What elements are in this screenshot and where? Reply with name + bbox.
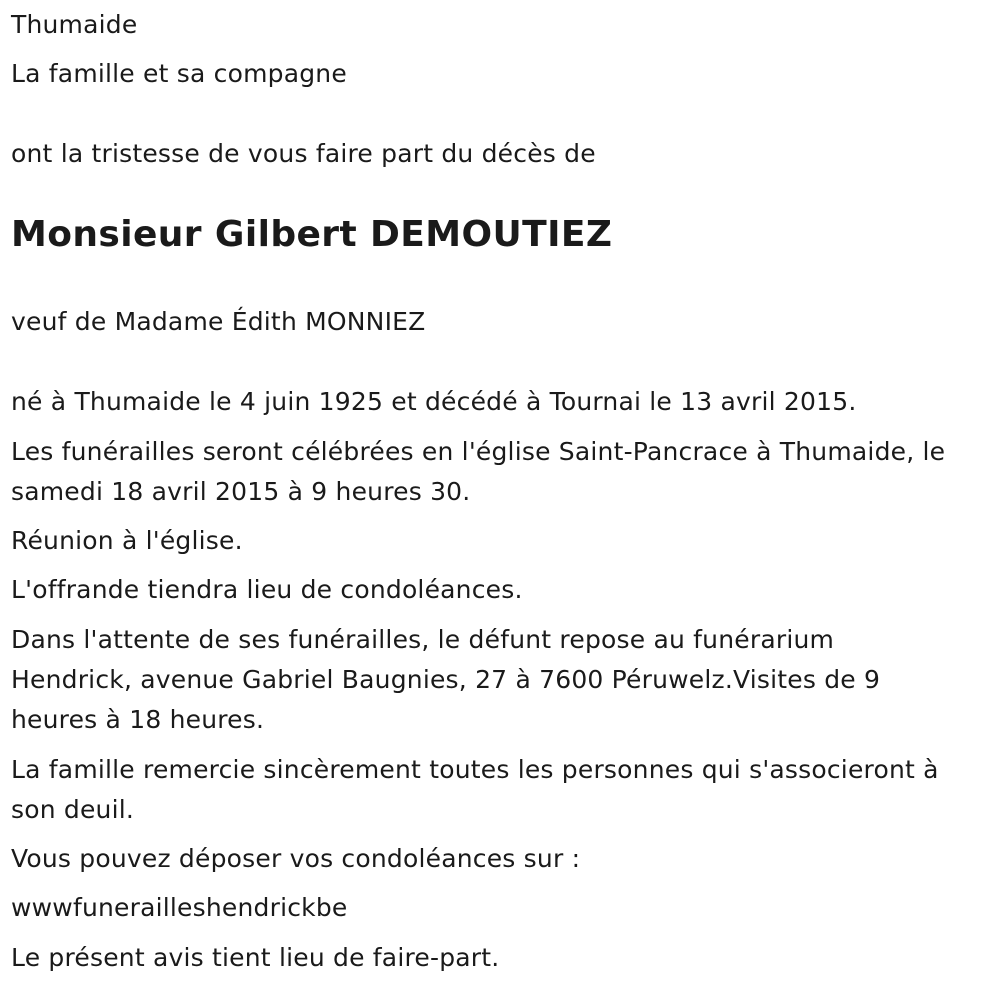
- thanks-text: La famille remercie sincèrement toutes les personnes qui s'associeront à son deuil.: [11, 755, 939, 824]
- location-text: Thumaide: [11, 10, 138, 39]
- offering-text: L'offrande tiendra lieu de condoléances.: [11, 575, 523, 604]
- visitation-text: Dans l'attente de ses funérailles, le défunt repose au funérarium Hendrick, avenue Gabriel Baugnies, 27 à 7600 Péruwelz.Visites de 9 heures à 18 heures.: [11, 625, 881, 734]
- deceased-name: Monsieur Gilbert DEMOUTIEZ: [11, 214, 613, 255]
- website-link[interactable]: wwwfunerailleshendrickbe: [11, 893, 348, 922]
- spouse-text: veuf de Madame Édith MONNIEZ: [11, 307, 426, 336]
- condolences-prompt-text: Vous pouvez déposer vos condoléances sur :: [11, 844, 581, 873]
- birth-death-text: né à Thumaide le 4 juin 1925 et décédé à Tournai le 13 avril 2015.: [11, 387, 857, 416]
- closing-text: Le présent avis tient lieu de faire-part.: [11, 943, 500, 972]
- ceremony-text: Les funérailles seront célébrées en l'église Saint-Pancrace à Thumaide, le samedi 18 avril 2015 à 9 heures 30.: [11, 437, 946, 506]
- family-text: La famille et sa compagne: [11, 59, 347, 88]
- meeting-text: Réunion à l'église.: [11, 526, 243, 555]
- announcement-text: ont la tristesse de vous faire part du décès de: [11, 139, 596, 168]
